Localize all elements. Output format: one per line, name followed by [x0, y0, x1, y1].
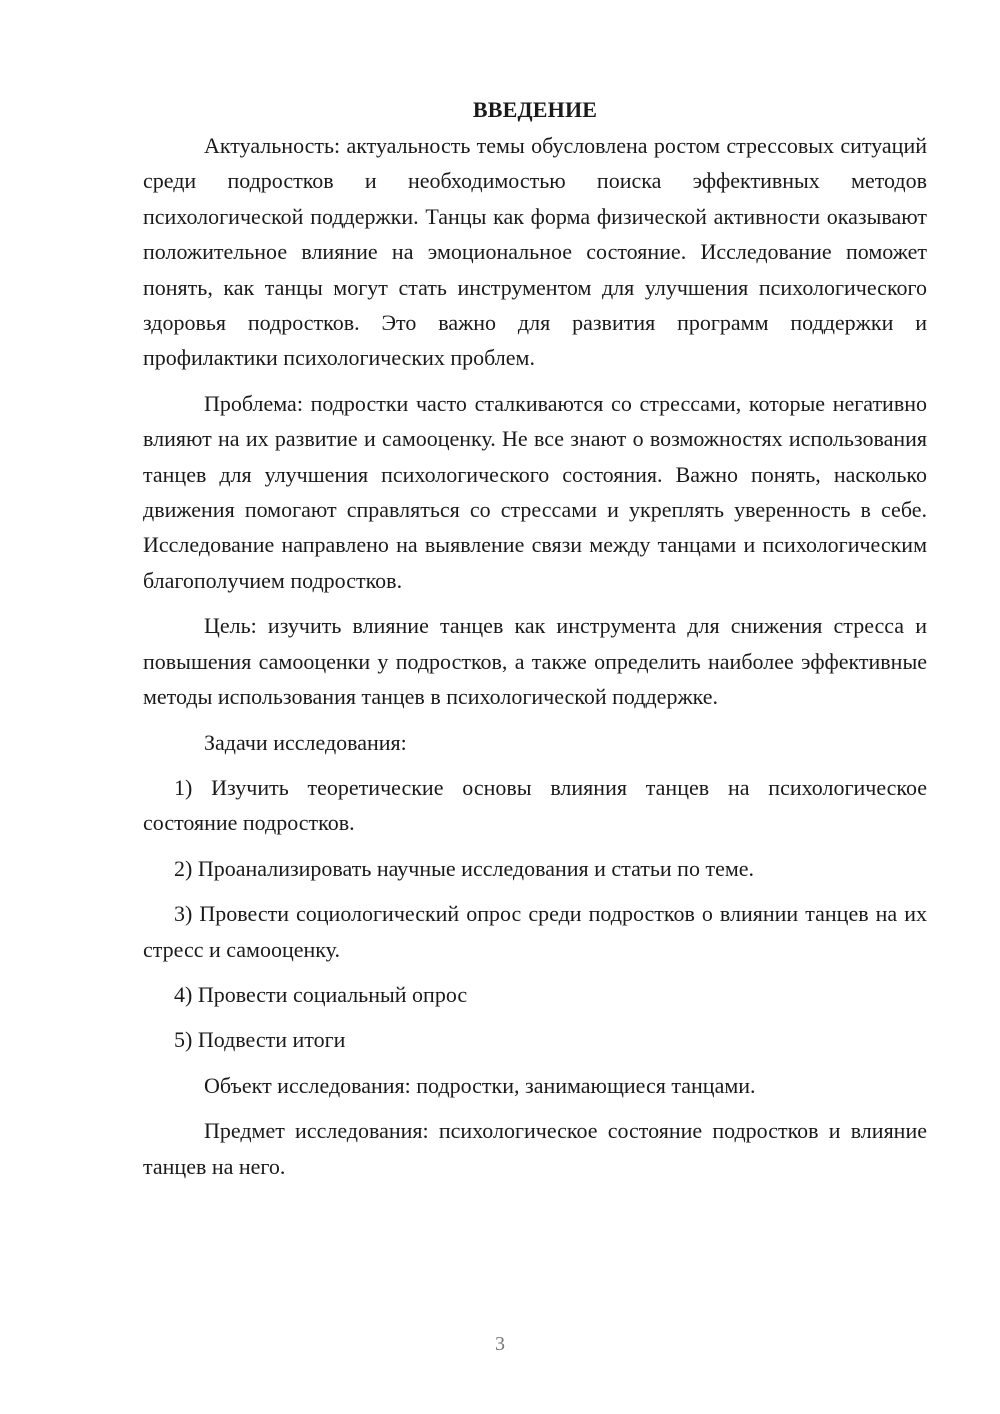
document-page	[143, 92, 927, 1194]
paragraph-subject: Предмет исследования: психологическое состояние подростков и влияние танцев на него.	[143, 1118, 927, 1179]
paragraph-problem: Проблема: подростки часто сталкиваются со стрессами, которые негативно влияют на их развитие и самооценку. Не все знают о возможностях использования танцев для улучшения психологического состояния. Важно понять, насколько движения помогают справляться со стрессами и укреплять уверенность в себе. Исследование направлено на выявление связи между танцами и психологическим благополучием подростков.	[143, 390, 927, 593]
task-item-5: 5) Подвести итоги	[174, 1027, 346, 1053]
paragraph-goal: Цель: изучить влияние танцев как инструмента для снижения стресса и повышения самооценки у подростков, а также определить наиболее эффективные методы использования танцев в психологической поддержке.	[143, 613, 927, 710]
paragraph-tasks-heading: Задачи исследования:	[204, 729, 407, 755]
task-item-4: 4) Провести социальный опрос	[174, 981, 468, 1007]
task-item-2: 2) Проанализировать научные исследования и статьи по теме.	[174, 855, 755, 881]
page-number: 3	[495, 1333, 505, 1355]
task-item-3: 3) Провести социологический опрос среди подростков о влиянии танцев на их стресс и самооценку.	[143, 901, 927, 962]
paragraph-object: Объект исследования: подростки, занимающиеся танцами.	[204, 1072, 756, 1098]
task-item-1: 1) Изучить теоретические основы влияния танцев на психологическое состояние подростков.	[143, 774, 927, 836]
paragraph-relevance: Актуальность: актуальность темы обусловлена ростом стрессовых ситуаций среди подростков и необходимостью поиска эффективных методов психологической поддержки. Танцы как форма физической активности оказывают положительное влияние на эмоциональное состояние. Исследование поможет понять, как танцы могут стать инструментом для улучшения психологического здоровья подростков. Это важно для развития программ поддержки и профилактики психологических проблем.	[143, 133, 927, 371]
section-title: ВВЕДЕНИЕ	[472, 97, 598, 122]
